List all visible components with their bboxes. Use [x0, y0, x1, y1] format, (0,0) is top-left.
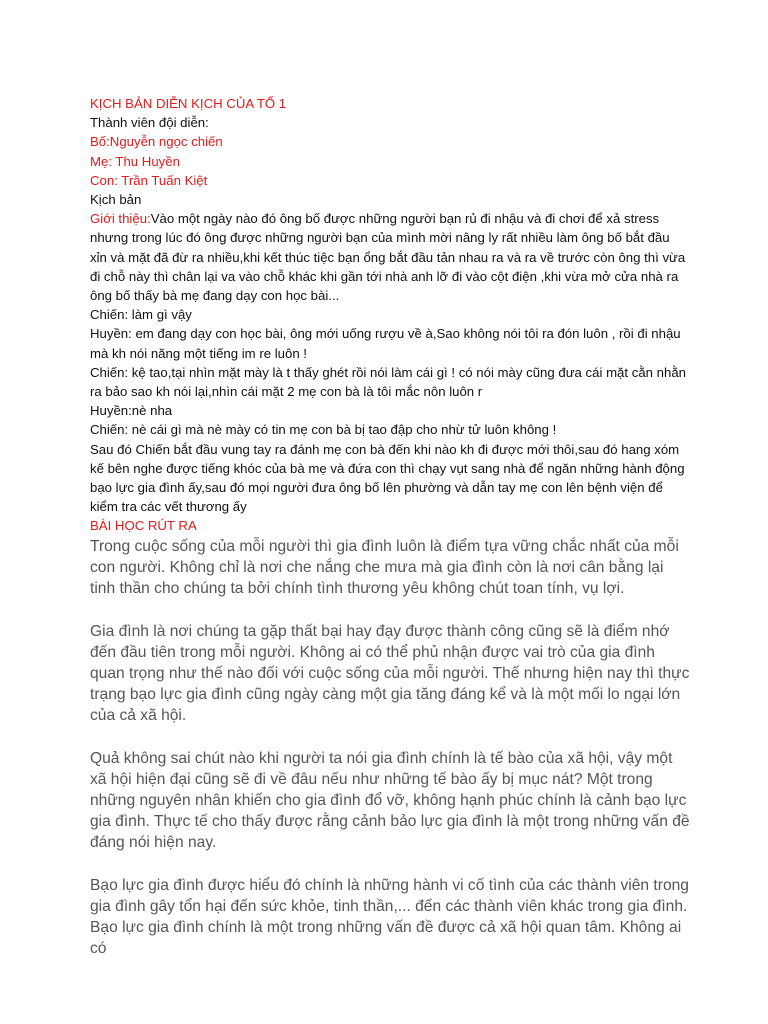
intro-paragraph — [90, 209, 690, 305]
dialogue-line: Chiến: nè cái gì mà nè mày có tin mẹ con bà bị tao đập cho nhừ tử luôn không ! — [90, 422, 557, 438]
script-section — [90, 94, 690, 536]
cast-mother: Mẹ: Thu Huyền — [90, 153, 180, 169]
dialogue-line: Huyền: em đang dạy con học bài, ông mới uống rượu về à,Sao không nói tôi ra đón luôn , rồi đi nhậu mà kh nói năng một tiếng im re luôn ! — [90, 326, 681, 361]
lesson-paragraph: Bạo lực gia đình được hiểu đó chính là những hành vi cố tình của các thành viên trong gia đình gây tổn hại đến sức khỏe, tinh thần,... đến các thành viên khác trong gia đình. Bạo lực gia đình chính là một trong những vấn đề được cả xã hội quan tâm. Không ai có — [90, 876, 689, 958]
lesson-section — [90, 536, 690, 980]
intro-label: Giới thiệu: — [90, 211, 151, 227]
dialogue-line: Chiến: kệ tao,tại nhìn mặt mày là t thấy ghét rồi nói làm cái gì ! có nói mày cũng đưa cái mặt cằn nhằn ra bảo sao kh nói lại,nhìn cái mặt 2 mẹ con bà là tôi mắc nôn luôn r — [90, 364, 686, 400]
narration-paragraph: Sau đó Chiến bắt đầu vung tay ra đánh mẹ con bà đến khi nào kh đi được mới thôi,sau đó hang xóm kế bên nghe được tiếng khóc của bà mẹ và đứa con thì chạy vụt sang nhà để ngăn những hành động bạo lực gia đình ấy,sau đó mọi người đưa ông bố lên phường và dẫn tay mẹ con lên bệnh viện để kiểm tra các vết thương ấy — [90, 441, 685, 515]
dialogue-line: Huyền:nè nha — [90, 403, 173, 419]
cast-father: Bố:Nguyễn ngọc chiến — [90, 134, 223, 150]
script-label: Kịch bản — [90, 192, 142, 208]
lesson-paragraph: Quả không sai chút nào khi người ta nói gia đình chính là tế bào của xã hội, vậy một xã hội hiện đại cũng sẽ đi về đâu nếu như những tế bào ấy bị mục nát? Một trong những nguyên nhân khiến cho gia đình đổ vỡ, không hạnh phúc chính là cảnh bạo lực gia đình. Thực tế cho thấy được rằng cảnh bảo lực gia đình là một trong những vấn đề đáng nói hiện nay. — [90, 749, 690, 852]
intro-text: Vào một ngày nào đó ông bố được những người bạn rủ đi nhậu và đi chơi để xả stress nhưng trong lúc đó ông được những người bạn của mình mời nâng ly rất nhiều làm ông bố bắt đầu xỉn và mặt đã đừ ra nhiều,khi kết thúc tiệc bạn ổng bắt đầu tản nhau ra và ra về trước còn ông thì vừa đi chỗ này thì chân lại va vào chỗ khác khi gần tới nhà anh lỡ đi vào cột điện ,khi vừa mở cửa nhà ra ông bố thấy bà mẹ đang dạy con học bài... — [90, 211, 686, 304]
cast-child: Con: Trần Tuấn Kiệt — [90, 172, 208, 188]
members-label: Thành viên đội diễn: — [90, 115, 209, 131]
dialogue-line: Chiến: làm gì vậy — [90, 307, 192, 323]
lesson-paragraph: Trong cuộc sống của mỗi người thì gia đình luôn là điểm tựa vững chắc nhất của mỗi con người. Không chỉ là nơi che nắng che mưa mà gia đình còn là nơi cân bằng lại tinh thần cho chúng ta bởi chính tình thương yêu không chút toan tính, vụ lợi. — [90, 538, 679, 598]
document-title: KỊCH BẢN DIỄN KỊCH CỦA TỔ 1 — [90, 96, 287, 111]
lesson-heading: BÀI HỌC RÚT RA — [90, 518, 197, 534]
lesson-paragraph: Gia đình là nơi chúng ta gặp thất bại hay đạy được thành công cũng sẽ là điểm nhớ đến đầu tiên trong mỗi người. Không ai có thể phủ nhận được vai trò của gia đình quan trọng như thế nào đối với cuộc sống của mỗi người. Thế nhưng hiện nay thì thực trạng bạo lực gia đình cũng ngày càng một gia tăng đáng kể và là một mối lo ngại lớn của cả xã hội. — [90, 622, 690, 725]
